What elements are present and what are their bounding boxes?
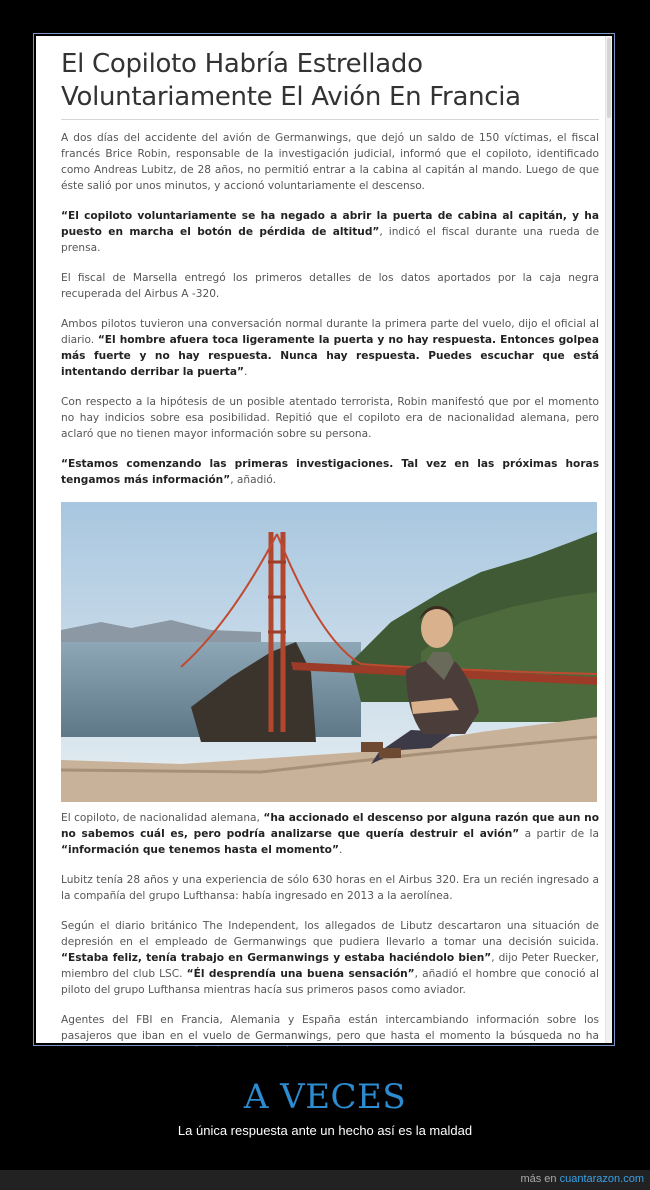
- paragraph-9-mid: , dijo Peter Ruecker, miembro del club LSC.: [61, 952, 599, 980]
- footer-prefix: más en: [520, 1173, 560, 1185]
- paragraph-6: [61, 456, 599, 488]
- quote-investigation: “Estamos comenzando las primeras investigaciones. Tal vez en las próximas horas tengamos más información”: [61, 458, 599, 486]
- article-title: El Copiloto Habría Estrellado Voluntariamente El Avión En Francia: [61, 49, 521, 112]
- quote-descent: “ha accionado el descenso por alguna razón que aun no no sabemos cuál es, pero podría analizarse que quería destruir el avión”: [61, 812, 599, 840]
- paragraph-7-mid: a partir de la: [519, 828, 599, 840]
- copilot-photo: [61, 502, 597, 802]
- paragraph-5: Con respecto a la hipótesis de un posible atentado terrorista, Robin manifestó que por el momento no hay indicios sobre esa posibilidad. Repitió que el copiloto era de nacionalidad alemana, pero aclaró que no tienen mayor información sobre su persona.: [61, 396, 599, 440]
- paragraph-7: [61, 810, 599, 858]
- quote-information: “información que tenemos hasta el momento”: [61, 844, 339, 856]
- footer-credit: [520, 1173, 644, 1185]
- paragraph-9-start: Según el diario británico The Independent, los allegados de Libutz descartaron una situación de depresión en el empleado de Germanwings que pudiera llevarlo a tomar una decisión suicida.: [61, 920, 599, 948]
- paragraph-6-rest: , añadió.: [230, 474, 276, 486]
- paragraph-10: Agentes del FBI en Francia, Alemania y España están intercambiando información sobre los pasajeros que iban en el vuelo de Germanwings, pero que hasta el momento la búsqueda no ha: [61, 1014, 599, 1042]
- paragraph-7-end: .: [338, 844, 343, 856]
- article-body: [61, 130, 599, 1074]
- scrollbar-thumb[interactable]: [607, 38, 611, 118]
- site-link[interactable]: cuantarazon.com: [559, 1173, 644, 1185]
- paragraph-8: Lubitz tenía 28 años y una experiencia de sólo 630 horas en el Airbus 320. Era un recién ingresado a la compañía del grupo Lufthansa: había ingresado en 2013 a la aerolínea.: [61, 874, 599, 902]
- paragraph-4-start: Ambos pilotos tuvieron una conversación normal durante la primera parte del vuelo, dijo el oficial al diario.: [61, 318, 599, 346]
- caption-subline: La única respuesta ante un hecho así es la maldad: [177, 1123, 473, 1138]
- quote-fiscal: “El copiloto voluntariamente se ha negado a abrir la puerta de cabina al capitán, y ha puesto en marcha el botón de pérdida de altitud”: [61, 210, 599, 238]
- title-divider: [61, 119, 599, 120]
- quote-door: “El hombre afuera toca ligeramente la puerta y no hay respuesta. Entonces golpea más fuerte y no hay respuesta. Nunca hay respuesta. Puedes escuchar que está intentando derribar la puerta”: [61, 334, 599, 378]
- site-footer: [0, 1170, 650, 1190]
- scrollbar[interactable]: [605, 36, 612, 1043]
- quote-happy: “Estaba feliz, tenía trabajo en Germanwings y estaba haciéndolo bien”: [61, 952, 492, 964]
- paragraph-3: El fiscal de Marsella entregó los primeros detalles de los datos aportados por la caja negra recuperada del Airbus A -320.: [61, 272, 599, 300]
- paragraph-9-end: , añadió el hombre que conoció al piloto del grupo Lufthansa mientras hacía sus primeros pasos como aviador.: [61, 968, 600, 996]
- quote-good-feeling: “Él desprendía una buena sensación”: [186, 968, 415, 980]
- paragraph-2-rest: , indicó el fiscal durante una rueda de prensa.: [61, 226, 599, 254]
- paragraph-9: [61, 918, 599, 998]
- paragraph-4: [61, 316, 599, 380]
- paragraph-7-start: El copiloto, de nacionalidad alemana,: [61, 812, 264, 824]
- article-page: [36, 36, 612, 1043]
- paragraph-1: A dos días del accidente del avión de Germanwings, que dejó un saldo de 150 víctimas, el fiscal francés Brice Robin, responsable de la investigación judicial, informó que el copiloto, identificado como Andreas Lubitz, de 28 años, no permitió entrar a la cabina al capitán al mando. Luego de que éste salió por unos minutos, y accionó voluntariamente el descenso.: [61, 132, 599, 192]
- paragraph-4-end: .: [243, 366, 248, 378]
- caption-headline: A VECES: [243, 1077, 407, 1117]
- paragraph-2: [61, 208, 599, 256]
- article-frame: [33, 33, 615, 1046]
